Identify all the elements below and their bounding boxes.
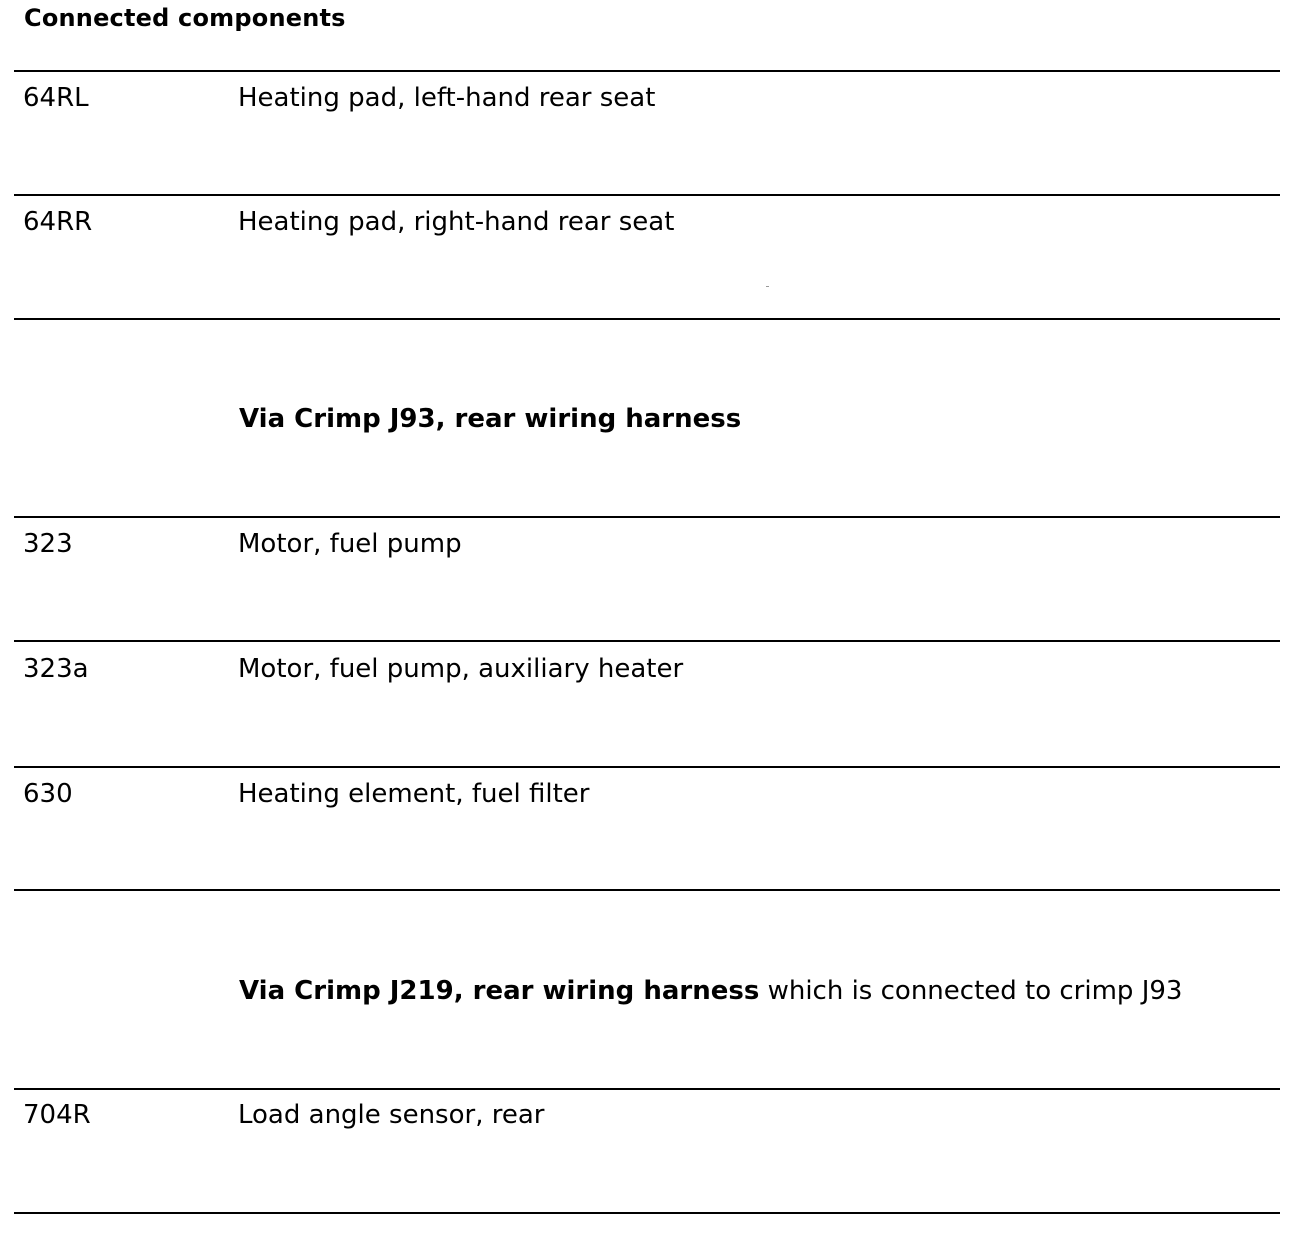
group-heading-j93: [239, 403, 741, 435]
group-heading-bold: Via Crimp J219, rear wiring harness: [239, 976, 760, 1006]
section-heading: Connected components: [24, 4, 346, 32]
scan-artifact: [766, 286, 769, 287]
component-code: 323: [23, 529, 73, 559]
component-code: 630: [23, 779, 73, 809]
component-description: Heating element, fuel filter: [238, 779, 590, 809]
group-heading-bold: Via Crimp J93, rear wiring harness: [239, 404, 742, 434]
component-description: Motor, fuel pump, auxiliary heater: [238, 654, 684, 684]
component-description: Motor, fuel pump: [238, 529, 462, 559]
table-divider: [14, 194, 1280, 196]
table-divider: [14, 889, 1280, 891]
component-description: Heating pad, left-hand rear seat: [238, 83, 656, 113]
component-description: Load angle sensor, rear: [238, 1100, 545, 1130]
table-divider: [14, 640, 1280, 642]
component-code: 64RL: [23, 83, 89, 113]
table-divider: [14, 1212, 1280, 1214]
table-divider: [14, 766, 1280, 768]
component-code: 323a: [23, 654, 89, 684]
table-divider: [14, 70, 1280, 72]
component-code: 704R: [23, 1100, 91, 1130]
group-heading-plain: which is connected to crimp J93: [759, 976, 1183, 1006]
group-heading-j219: [239, 975, 1182, 1007]
component-code: 64RR: [23, 207, 93, 237]
table-divider: [14, 318, 1280, 320]
component-description: Heating pad, right-hand rear seat: [238, 207, 675, 237]
table-divider: [14, 1088, 1280, 1090]
table-divider: [14, 516, 1280, 518]
